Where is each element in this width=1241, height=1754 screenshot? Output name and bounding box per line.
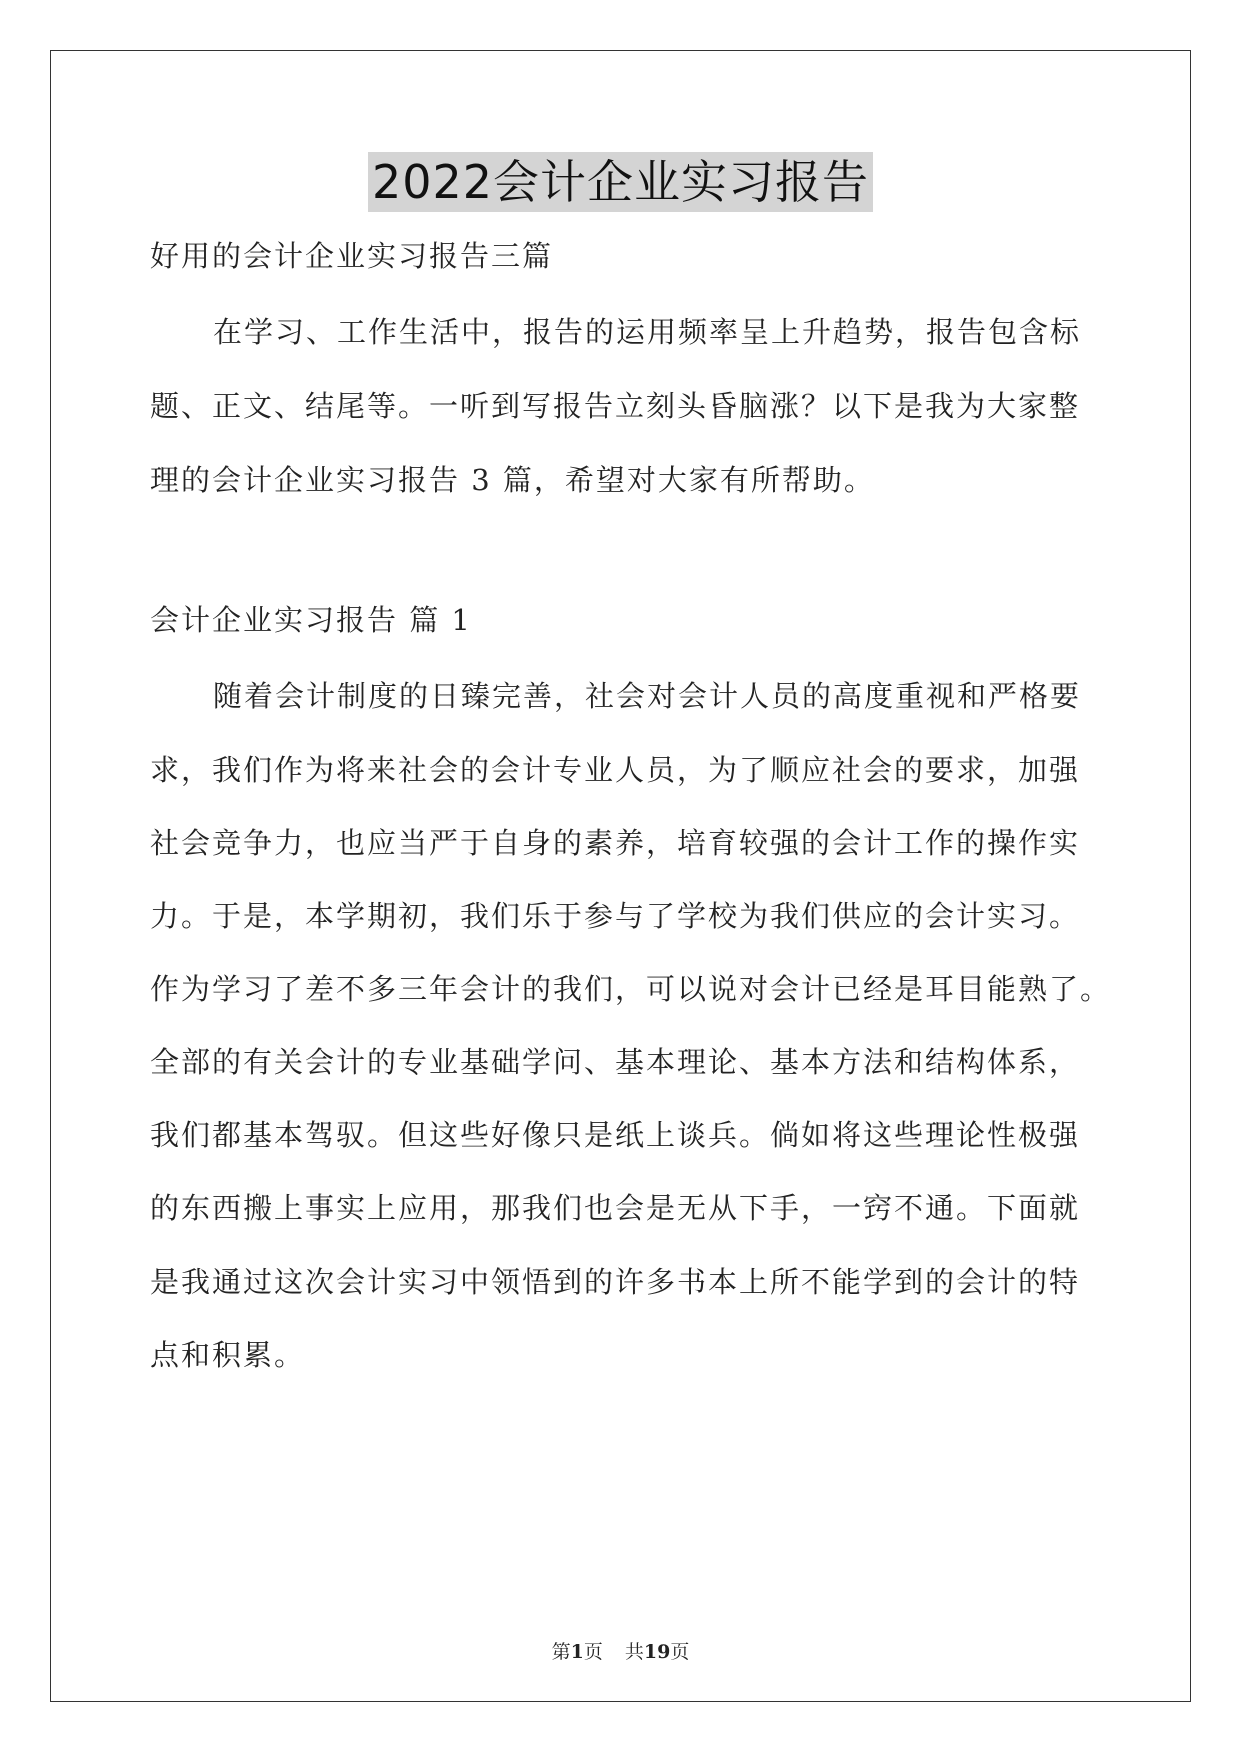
section-heading: 会计企业实习报告 篇 1 xyxy=(150,603,472,637)
total-suffix: 页 xyxy=(670,1641,690,1663)
subtitle: 好用的会计企业实习报告三篇 xyxy=(150,239,554,273)
body-line: 社会竞争力，也应当严于自身的素养，培育较强的会计工作的操作实 xyxy=(150,826,1081,860)
intro-line: 在学习、工作生活中，报告的运用频率呈上升趋势，报告包含标 xyxy=(213,315,1082,349)
body-line: 点和积累。 xyxy=(150,1338,306,1372)
body-line: 力。于是，本学期初，我们乐于参与了学校为我们供应的会计实习。 xyxy=(150,899,1081,933)
page-number: 1 xyxy=(570,1641,584,1663)
body-line: 是我通过这次会计实习中领悟到的许多书本上所不能学到的会计的特 xyxy=(150,1265,1081,1299)
intro-line: 理的会计企业实习报告 3 篇，希望对大家有所帮助。 xyxy=(150,463,875,497)
body-line: 全部的有关会计的专业基础学问、基本理论、基本方法和结构体系， xyxy=(150,1045,1081,1079)
total-prefix: 共 xyxy=(624,1641,644,1663)
body-line: 我们都基本驾驭。但这些好像只是纸上谈兵。倘如将这些理论性极强 xyxy=(150,1118,1081,1152)
page-footer xyxy=(0,1637,1241,1664)
intro-line: 题、正文、结尾等。一听到写报告立刻头昏脑涨？以下是我为大家整 xyxy=(150,389,1081,423)
body-line: 的东西搬上事实上应用，那我们也会是无从下手，一窍不通。下面就 xyxy=(150,1191,1081,1225)
body-line: 随着会计制度的日臻完善，社会对会计人员的高度重视和严格要 xyxy=(213,679,1082,713)
page-prefix: 第 xyxy=(551,1641,571,1663)
body-line: 求，我们作为将来社会的会计专业人员，为了顺应社会的要求，加强 xyxy=(150,753,1081,787)
total-pages: 19 xyxy=(643,1641,671,1663)
body-line: 作为学习了差不多三年会计的我们，可以说对会计已经是耳目能熟了。 xyxy=(150,972,1112,1006)
page-border xyxy=(50,50,1191,1702)
page-suffix: 页 xyxy=(583,1641,603,1663)
document-title: 2022会计企业实习报告 xyxy=(368,152,873,212)
title-container xyxy=(0,152,1241,212)
